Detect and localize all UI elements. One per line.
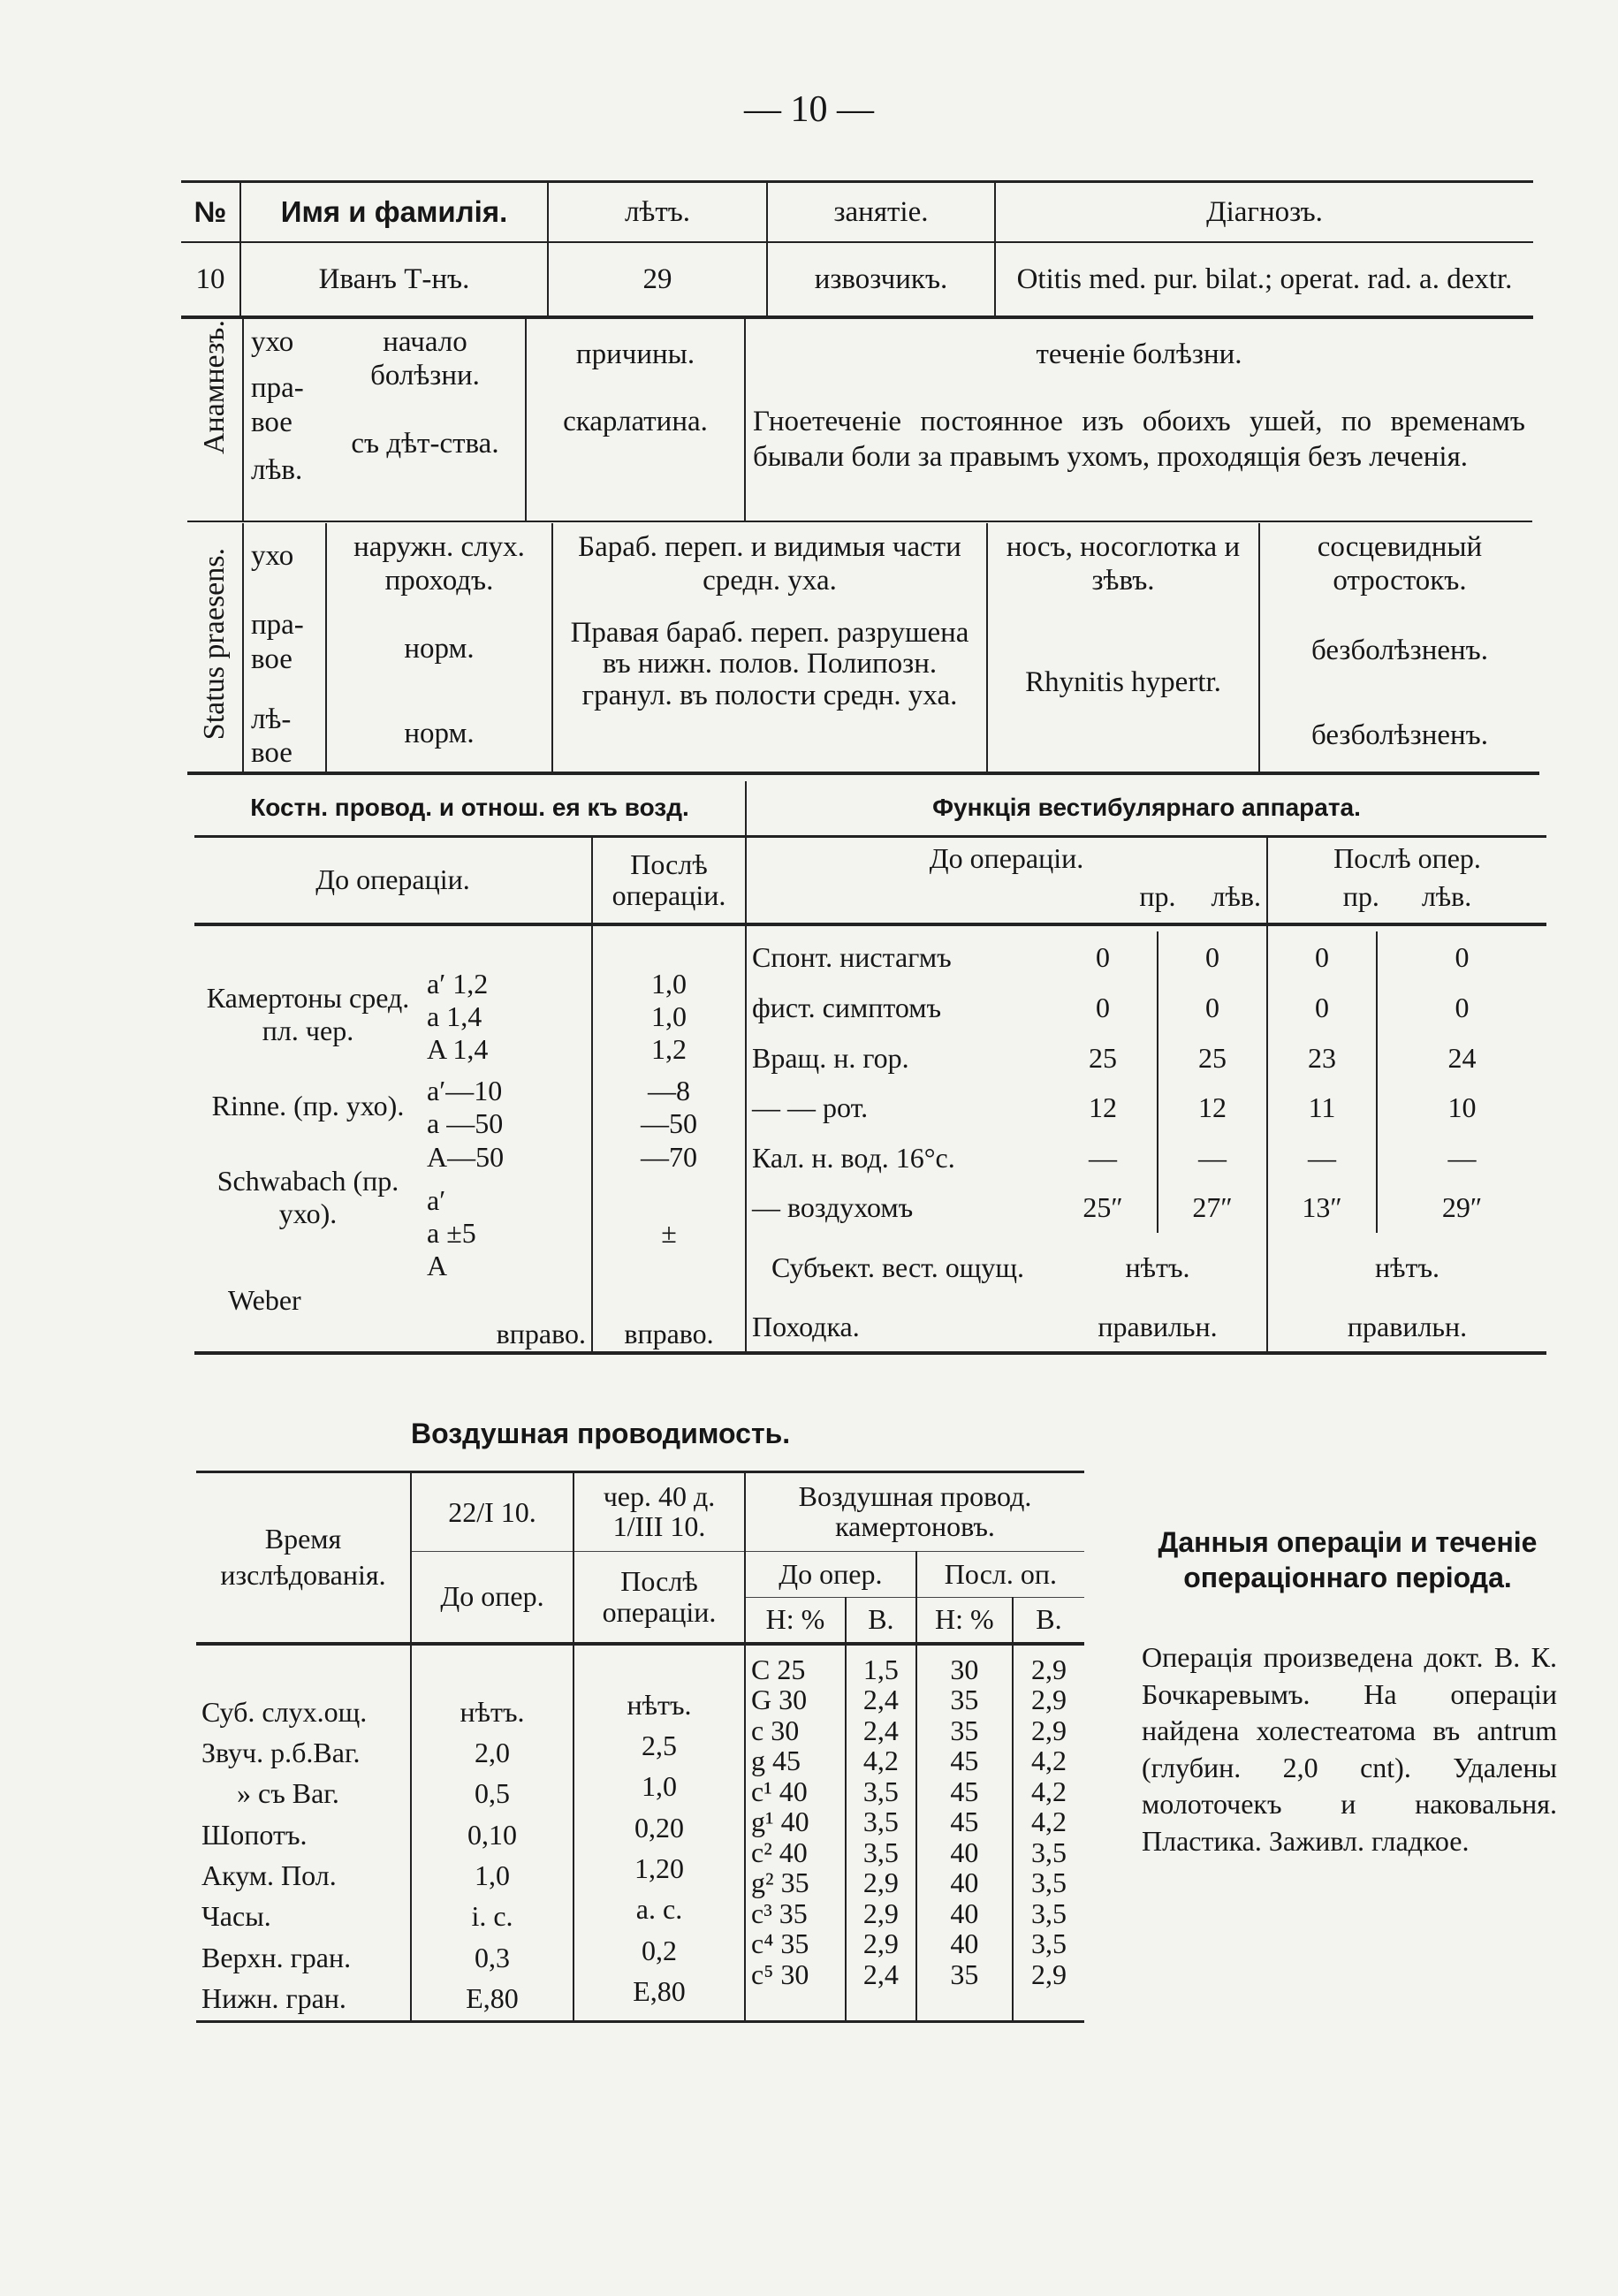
air-after-3: 0,20 — [634, 1811, 684, 1844]
bone-fork-1-1: a —50 — [427, 1107, 504, 1140]
bone-row-name-3: Weber — [228, 1283, 301, 1316]
bone-fork-3-0: вправо. — [496, 1317, 586, 1349]
vest-2-0: 25 — [1089, 1041, 1117, 1074]
anamnesis-right-label: пра-вое — [251, 372, 304, 438]
air-h2-4: 45 — [950, 1775, 979, 1807]
vest-7-after: правильн. — [1267, 1304, 1546, 1354]
air-h2-7: 40 — [950, 1866, 979, 1899]
anamnesis-table — [187, 318, 1532, 522]
operation-title: Данныя операціи и теченіе операціоннаго періода. — [1158, 1526, 1538, 1593]
vest-0-1: 0 — [1158, 931, 1267, 984]
air-fork-10: c⁵ 30 — [751, 1958, 809, 1990]
bone-fork-2-1: a ±5 — [427, 1216, 476, 1249]
vest-3-2: 11 — [1267, 1083, 1377, 1133]
vest-3-3: 10 — [1377, 1083, 1546, 1133]
air-b1-9: 2,9 — [862, 1927, 899, 1960]
air-b2-1: 2,9 — [1030, 1684, 1067, 1716]
air-label-4: Акум. Пол. — [201, 1859, 337, 1892]
vestibular-after-header: Послѣ опер. — [1333, 842, 1481, 875]
anamnesis-ear-label: ухо — [251, 326, 294, 358]
patient-age: 29 — [548, 242, 767, 317]
air-after-cell — [574, 1644, 745, 2022]
air-col-before: До опер. — [411, 1552, 574, 1644]
anamnesis-label-cell — [187, 318, 243, 521]
vestibular-before-header-cell — [746, 836, 1267, 924]
air-before-7: E,80 — [466, 1982, 519, 2015]
operation-text: Операція произведена докт. В. К. Бочкаревымъ. На операціи найдена холестеатома въ antrum (глубин. 2,0 cnt). Удалены молоточекъ и наковальня. Пластика. Заживл. гладкое. — [1142, 1641, 1557, 1857]
status-right-label: пра-вое — [251, 609, 304, 675]
status-praesens-table — [187, 523, 1539, 775]
air-fork-0: C 25 — [751, 1653, 806, 1685]
air-b1-2: 2,4 — [862, 1714, 899, 1746]
air-h2-10: 35 — [950, 1958, 979, 1990]
col-diagnosis: Діагнозъ. — [995, 182, 1533, 243]
air-fork-3: g 45 — [751, 1745, 801, 1777]
air-col-b1: В. — [846, 1598, 916, 1644]
air-col-after: Послѣ операціи. — [574, 1552, 745, 1644]
vest-6-after: нѣтъ. — [1267, 1233, 1546, 1304]
air-fork-6: c² 40 — [751, 1836, 808, 1868]
air-col-forks-before: До опер. — [745, 1552, 916, 1598]
air-b1-7: 2,9 — [862, 1866, 899, 1899]
vest-label-4: Кал. н. вод. 16°с. — [746, 1133, 1049, 1182]
status-drum-value: Правая бараб. переп. разрушена въ нижн. полов. Полипозн. гранул. въ полости средн. уха. — [570, 616, 969, 711]
vest-5-2: 13″ — [1267, 1183, 1377, 1233]
status-nose-label: носъ, носоглотка и зѣвъ. — [1006, 531, 1241, 597]
air-b2-9: 3,5 — [1030, 1927, 1067, 1960]
status-label-cell — [187, 523, 243, 773]
air-h2-8: 40 — [950, 1897, 979, 1929]
anamnesis-label: Анамнезъ. — [198, 320, 231, 454]
air-col-forks-after: Посл. оп. — [916, 1552, 1084, 1598]
vestibular-title: Функція вестибулярнаго аппарата. — [746, 781, 1546, 836]
vest-label-2: Вращ. н. гор. — [746, 1033, 1049, 1083]
air-h2-2: 35 — [950, 1714, 979, 1746]
vestibular-after-header-cell — [1267, 836, 1546, 924]
vest-3-0: 12 — [1089, 1091, 1117, 1124]
air-b2-5: 4,2 — [1030, 1806, 1067, 1838]
air-label-6: Верхн. гран. — [201, 1941, 352, 1973]
anamnesis-course-value: Гноетеченіе постоянное изъ обоихъ ушей, по временамъ бывали боли за правымъ ухомъ, проходящія безъ леченія. — [753, 406, 1525, 473]
status-canal-cell — [326, 523, 552, 773]
air-col-date1: 22/I 10. — [411, 1472, 574, 1552]
air-fork-2: c 30 — [751, 1714, 800, 1746]
bone-after-1-2: —70 — [641, 1140, 697, 1173]
vest-0-2: 0 — [1267, 931, 1377, 984]
air-conduction-title: Воздушная проводимость. — [411, 1418, 791, 1449]
air-conduction-table — [196, 1471, 1084, 2023]
air-after-6: 0,2 — [642, 1934, 677, 1966]
vest-2-3: 24 — [1377, 1033, 1546, 1083]
bone-after-2-2 — [598, 1250, 740, 1282]
air-before-1: 2,0 — [475, 1736, 510, 1768]
col-occupation: занятіе. — [767, 182, 995, 243]
anamnesis-cause-value: скарлатина. — [563, 406, 708, 438]
air-b2-cell — [1013, 1644, 1084, 2022]
air-h2-cell — [916, 1644, 1013, 2022]
status-nose-value: Rhynitis hypertr. — [1025, 665, 1221, 698]
anamnesis-onset-value: съ дѣт-ства. — [351, 427, 499, 460]
air-b1-5: 3,5 — [862, 1806, 899, 1838]
air-h2-0: 30 — [950, 1653, 979, 1685]
air-b2-10: 2,9 — [1030, 1958, 1067, 1990]
status-drum-label: Бараб. переп. и видимыя части средн. уха. — [578, 531, 961, 597]
anamnesis-ear-cell — [243, 318, 325, 521]
air-col-date2: чер. 40 д. 1/III 10. — [574, 1472, 745, 1552]
anamnesis-course-cell — [745, 318, 1532, 521]
status-label: Status praesens. — [198, 547, 231, 740]
air-b1-0: 1,5 — [862, 1653, 899, 1685]
air-after-7: E,80 — [633, 1975, 686, 2008]
status-left-label: лѣ-вое — [251, 703, 292, 770]
patient-header-table — [181, 180, 1533, 319]
status-ear-label: ухо — [251, 540, 294, 572]
air-h2-1: 35 — [950, 1684, 979, 1716]
vest-label-1: фист. симптомъ — [746, 984, 1049, 1033]
bone-row-name-2: Schwabach (пр. ухо). — [216, 1165, 399, 1230]
air-col-h2: Н: % — [916, 1598, 1013, 1644]
bone-after-1-0: —8 — [648, 1075, 690, 1107]
vest-7-before: правильн. — [1098, 1311, 1218, 1343]
bone-names-cell — [194, 931, 422, 1353]
bone-fork-2-0: a′ — [427, 1183, 446, 1216]
air-col-b2: В. — [1013, 1598, 1084, 1644]
vest-4-2: — — [1267, 1133, 1377, 1182]
air-after-1: 2,5 — [642, 1729, 677, 1761]
bone-row-name-0: Камертоны сред. пл. чер. — [206, 982, 410, 1047]
air-b1-4: 3,5 — [862, 1775, 899, 1807]
air-label-0: Суб. слух.ощ. — [201, 1695, 368, 1728]
air-b1-10: 2,4 — [862, 1958, 899, 1990]
air-label-2: » съ Ваг. — [237, 1777, 339, 1810]
air-col-h1: Н: % — [745, 1598, 846, 1644]
bone-after-1-1: —50 — [641, 1107, 697, 1140]
vestibular-before-header: До операціи. — [929, 842, 1084, 875]
vest-label-6: Субъект. вест. ощущ. — [746, 1233, 1049, 1304]
air-col-time: Время изслѣдованія. — [196, 1472, 411, 1644]
air-after-2: 1,0 — [642, 1770, 677, 1803]
vest-5-0: 25″ — [1082, 1191, 1123, 1224]
air-b2-2: 2,9 — [1030, 1714, 1067, 1746]
air-b2-4: 4,2 — [1030, 1775, 1067, 1807]
bone-forks-cell — [422, 931, 592, 1353]
anamnesis-cause-cell — [526, 318, 745, 521]
air-before-3: 0,10 — [467, 1818, 517, 1851]
status-mastoid-left: безболѣзненъ. — [1311, 718, 1488, 751]
air-col-forks: Воздушная провод. камертоновъ. — [745, 1472, 1084, 1552]
vest-1-1: 0 — [1158, 984, 1267, 1033]
air-h2-9: 40 — [950, 1927, 979, 1960]
status-mastoid-label: сосцевидный отростокъ. — [1317, 531, 1483, 597]
air-fork-4: c¹ 40 — [751, 1775, 808, 1807]
bone-after-0-1: 1,0 — [651, 1000, 687, 1033]
air-before-cell — [411, 1644, 574, 2022]
bone-vestibular-table — [194, 781, 1546, 1355]
air-h2-6: 40 — [950, 1836, 979, 1868]
vest-1-2: 0 — [1267, 984, 1377, 1033]
vest-1-3: 0 — [1377, 984, 1546, 1033]
vest-label-3: — — рот. — [746, 1083, 1049, 1133]
status-canal-right: норм. — [404, 632, 475, 665]
air-fork-cell — [745, 1644, 846, 2022]
patient-name: Иванъ Т-нъ. — [240, 242, 548, 317]
vest-6-before: нѣтъ. — [1125, 1251, 1190, 1284]
vest-2-1: 25 — [1158, 1033, 1267, 1083]
air-h2-5: 45 — [950, 1806, 979, 1838]
air-label-5: Часы. — [201, 1900, 271, 1933]
vestibular-before-left: лѣв. — [1211, 880, 1261, 913]
air-after-0: нѣтъ. — [627, 1688, 692, 1721]
status-canal-label: наружн. слух. проходъ. — [353, 531, 525, 597]
air-before-4: 1,0 — [475, 1859, 510, 1892]
air-b2-6: 3,5 — [1030, 1836, 1067, 1868]
col-name: Имя и фамилія. — [240, 182, 548, 243]
vest-2-2: 23 — [1267, 1033, 1377, 1083]
air-label-7: Нижн. гран. — [201, 1982, 346, 2015]
air-b2-3: 4,2 — [1030, 1745, 1067, 1777]
status-nose-cell — [987, 523, 1259, 773]
air-label-3: Шопотъ. — [201, 1818, 308, 1851]
bone-fork-0-1: a 1,4 — [427, 1000, 482, 1033]
patient-diagnosis: Otitis med. pur. bilat.; operat. rad. a. dextr. — [995, 242, 1533, 317]
vestibular-after-left: лѣв. — [1421, 880, 1472, 913]
vest-4-0: — — [1089, 1141, 1117, 1174]
air-b1-8: 2,9 — [862, 1897, 899, 1929]
air-before-6: 0,3 — [475, 1941, 510, 1973]
anamnesis-left-label: лѣв. — [251, 453, 303, 486]
vest-0-0: 0 — [1096, 940, 1110, 973]
air-before-0: нѣтъ. — [460, 1695, 525, 1728]
status-ear-cell — [243, 523, 326, 773]
bone-fork-0-2: A 1,4 — [427, 1033, 489, 1066]
bone-after-2-1: ± — [661, 1216, 677, 1249]
air-label-1: Звуч. р.б.Ваг. — [201, 1736, 361, 1768]
patient-occupation: извозчикъ. — [767, 242, 995, 317]
air-fork-1: G 30 — [751, 1684, 808, 1716]
vest-1-0: 0 — [1096, 992, 1110, 1024]
air-after-5: a. c. — [635, 1893, 683, 1926]
vest-3-1: 12 — [1158, 1083, 1267, 1133]
bone-fork-2-2: A — [427, 1249, 448, 1281]
bone-after-3-0: вправо. — [624, 1317, 714, 1349]
status-mastoid-cell — [1259, 523, 1539, 773]
bone-fork-1-0: a′—10 — [427, 1075, 503, 1107]
air-b2-0: 2,9 — [1030, 1653, 1067, 1685]
bone-title: Костн. провод. и отнош. ея къ возд. — [194, 781, 746, 836]
vest-4-3: — — [1377, 1133, 1546, 1182]
vest-0-3: 0 — [1377, 931, 1546, 984]
air-labels-cell — [196, 1644, 411, 2022]
anamnesis-onset-label: начало болѣзни. — [370, 326, 480, 392]
bone-fork-0-0: a′ 1,2 — [427, 968, 489, 1000]
air-b1-6: 3,5 — [862, 1836, 899, 1868]
air-b1-3: 4,2 — [862, 1745, 899, 1777]
vest-5-3: 29″ — [1377, 1183, 1546, 1233]
anamnesis-onset-cell — [325, 318, 526, 521]
status-drum-cell — [552, 523, 987, 773]
anamnesis-cause-label: причины. — [575, 338, 695, 370]
col-number: № — [181, 182, 240, 243]
status-canal-left: норм. — [404, 717, 475, 749]
page-number: — 10 — — [744, 89, 874, 130]
air-h2-3: 45 — [950, 1745, 979, 1777]
bone-after-header: Послѣ операціи. — [592, 836, 746, 924]
bone-fork-1-2: A—50 — [427, 1140, 505, 1173]
air-fork-7: g² 35 — [751, 1866, 809, 1899]
air-after-4: 1,20 — [634, 1852, 684, 1885]
vest-label-5: — воздухомъ — [746, 1183, 1049, 1233]
air-fork-9: c⁴ 35 — [751, 1927, 809, 1960]
status-mastoid-right: безболѣзненъ. — [1311, 634, 1488, 666]
col-age: лѣтъ. — [548, 182, 767, 243]
bone-after-2-0 — [598, 1184, 740, 1217]
bone-after-cell — [592, 931, 746, 1353]
vest-label-7: Походка. — [746, 1304, 1049, 1354]
vestibular-before-right: пр. — [1139, 880, 1176, 913]
air-b2-7: 3,5 — [1030, 1866, 1067, 1899]
air-fork-8: c³ 35 — [751, 1897, 808, 1929]
bone-before-header: До операціи. — [194, 836, 592, 924]
bone-after-0-0: 1,0 — [651, 968, 687, 1000]
air-b2-8: 3,5 — [1030, 1897, 1067, 1929]
patient-number: 10 — [195, 262, 225, 295]
anamnesis-course-label: теченіе болѣзни. — [1036, 338, 1242, 370]
air-before-5: i. c. — [471, 1900, 513, 1933]
vestibular-after-right: пр. — [1342, 880, 1379, 913]
air-b1-cell — [846, 1644, 916, 2022]
air-before-2: 0,5 — [475, 1777, 510, 1810]
vest-5-1: 27″ — [1158, 1183, 1267, 1233]
vest-label-0: Спонт. нистагмъ — [746, 931, 1049, 984]
air-fork-5: g¹ 40 — [751, 1806, 809, 1838]
bone-after-0-2: 1,2 — [651, 1033, 687, 1066]
air-b1-1: 2,4 — [862, 1684, 899, 1716]
bone-row-name-1: Rinne. (пр. ухо). — [211, 1090, 405, 1122]
vest-4-1: — — [1158, 1133, 1267, 1182]
